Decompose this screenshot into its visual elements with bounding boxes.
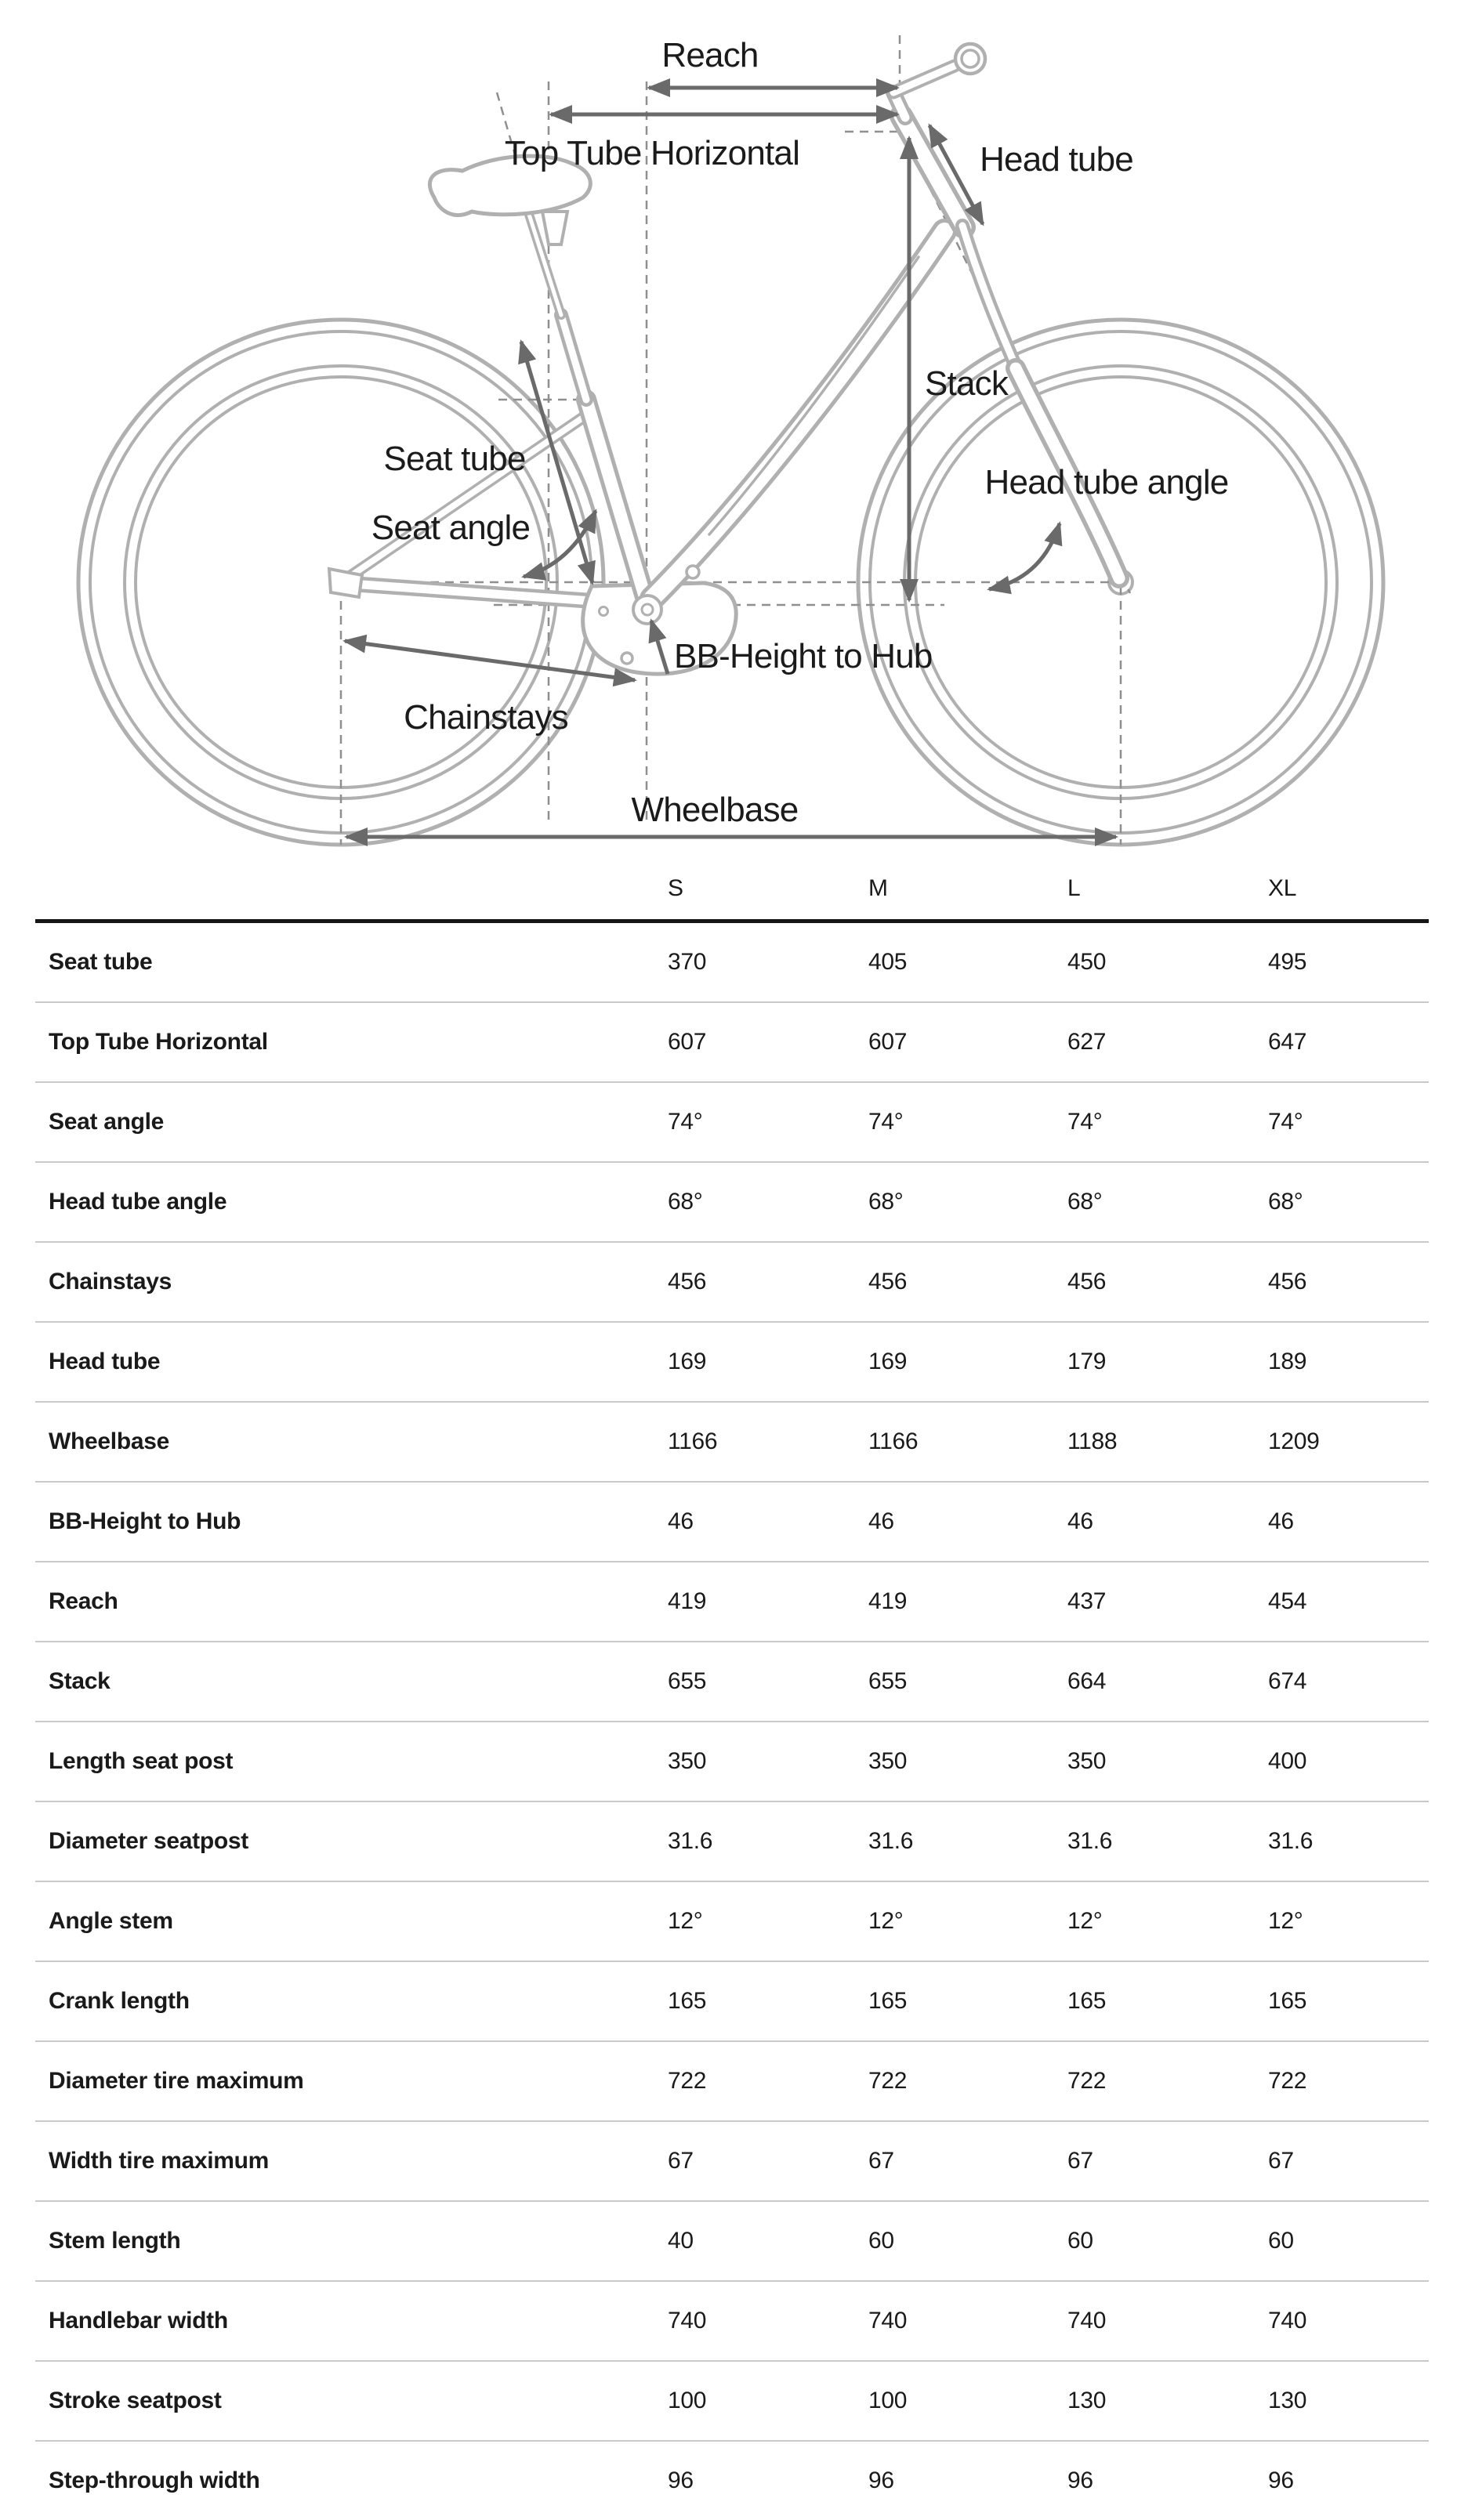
- seat-angle-label: Seat angle: [371, 509, 531, 547]
- row-label: Width tire maximum: [49, 2148, 270, 2174]
- row-label: Step-through width: [49, 2468, 260, 2493]
- cell-value: 1209: [1268, 1428, 1320, 1454]
- row-label: Reach: [49, 1588, 118, 1614]
- cell-value: 100: [868, 2388, 908, 2413]
- cell-value: 607: [868, 1029, 908, 1055]
- cell-value: 495: [1268, 949, 1307, 975]
- table-row: [35, 2442, 1429, 2520]
- cell-value: 96: [868, 2468, 894, 2493]
- row-label: Stem length: [49, 2228, 181, 2254]
- cell-value: 12°: [868, 1908, 904, 1934]
- cell-value: 627: [1067, 1029, 1107, 1055]
- row-label: Angle stem: [49, 1908, 173, 1934]
- table-body: [35, 923, 1429, 2520]
- cell-value: 31.6: [868, 1828, 914, 1854]
- cell-value: 189: [1268, 1349, 1307, 1374]
- cell-value: 96: [668, 2468, 694, 2493]
- cell-value: 31.6: [668, 1828, 713, 1854]
- table-row: [35, 2362, 1429, 2442]
- cell-value: 67: [868, 2148, 894, 2174]
- row-label: Diameter seatpost: [49, 1828, 248, 1854]
- cell-value: 46: [868, 1508, 894, 1534]
- cell-value: 722: [868, 2068, 908, 2094]
- cell-value: 350: [668, 1748, 707, 1774]
- cell-value: 60: [1067, 2228, 1093, 2254]
- cell-value: 96: [1268, 2468, 1294, 2493]
- row-label: Top Tube Horizontal: [49, 1029, 268, 1055]
- cell-value: 12°: [1268, 1908, 1303, 1934]
- cell-value: 68°: [668, 1189, 703, 1215]
- table-row: [35, 1163, 1429, 1243]
- cell-value: 350: [868, 1748, 908, 1774]
- cell-value: 454: [1268, 1588, 1307, 1614]
- row-label: Head tube angle: [49, 1189, 227, 1215]
- cell-value: 74°: [1268, 1109, 1303, 1135]
- cell-value: 437: [1067, 1588, 1107, 1614]
- cell-value: 31.6: [1067, 1828, 1113, 1854]
- top-tube-label: Top Tube Horizontal: [504, 134, 800, 172]
- cell-value: 31.6: [1268, 1828, 1314, 1854]
- cell-value: 350: [1067, 1748, 1107, 1774]
- cell-value: 100: [668, 2388, 707, 2413]
- chainstays-label: Chainstays: [404, 698, 568, 737]
- reach-label: Reach: [661, 36, 759, 74]
- table-row: [35, 1403, 1429, 1483]
- bb-height-label: BB-Height to Hub: [674, 637, 933, 675]
- cell-value: 722: [1067, 2068, 1107, 2094]
- table-row: [35, 1642, 1429, 1722]
- column-header-s: S: [668, 874, 683, 901]
- cell-value: 456: [868, 1269, 908, 1294]
- cell-value: 46: [1268, 1508, 1294, 1534]
- cell-value: 74°: [868, 1109, 904, 1135]
- cell-value: 1166: [668, 1428, 718, 1454]
- cell-value: 1188: [1067, 1428, 1118, 1454]
- table-row: [35, 1722, 1429, 1802]
- cell-value: 130: [1268, 2388, 1307, 2413]
- cell-value: 165: [1067, 1988, 1107, 2014]
- cell-value: 165: [868, 1988, 908, 2014]
- cell-value: 67: [668, 2148, 694, 2174]
- cell-value: 46: [668, 1508, 694, 1534]
- cell-value: 179: [1067, 1349, 1107, 1374]
- cell-value: 68°: [1067, 1189, 1103, 1215]
- cell-value: 456: [668, 1269, 707, 1294]
- cell-value: 722: [668, 2068, 707, 2094]
- cell-value: 370: [668, 949, 707, 975]
- table-row: [35, 1003, 1429, 1083]
- head-tube-label: Head tube: [980, 140, 1133, 179]
- cell-value: 40: [668, 2228, 694, 2254]
- cell-value: 96: [1067, 2468, 1093, 2493]
- cell-value: 165: [1268, 1988, 1307, 2014]
- table-row: [35, 2282, 1429, 2362]
- cell-value: 456: [1067, 1269, 1107, 1294]
- column-header-xl: XL: [1268, 874, 1297, 901]
- table-row: [35, 1562, 1429, 1642]
- cell-value: 68°: [868, 1189, 904, 1215]
- row-label: Head tube: [49, 1349, 161, 1374]
- cell-value: 419: [668, 1588, 707, 1614]
- table-row: [35, 1962, 1429, 2042]
- cell-value: 405: [868, 949, 908, 975]
- row-label: Stroke seatpost: [49, 2388, 222, 2413]
- cell-value: 740: [1268, 2308, 1307, 2334]
- cell-value: 400: [1268, 1748, 1307, 1774]
- table-row: [35, 1802, 1429, 1882]
- geometry-table: [35, 857, 1429, 2520]
- table-row: [35, 2202, 1429, 2282]
- cell-value: 419: [868, 1588, 908, 1614]
- table-row: [35, 1483, 1429, 1562]
- cell-value: 1166: [868, 1428, 919, 1454]
- column-header-m: M: [868, 874, 888, 901]
- row-label: Length seat post: [49, 1748, 234, 1774]
- cell-value: 130: [1067, 2388, 1107, 2413]
- table-row: [35, 923, 1429, 1003]
- row-label: BB-Height to Hub: [49, 1508, 241, 1534]
- cell-value: 12°: [668, 1908, 703, 1934]
- cell-value: 655: [868, 1668, 908, 1694]
- row-label: Crank length: [49, 1988, 190, 2014]
- cell-value: 740: [1067, 2308, 1107, 2334]
- row-label: Wheelbase: [49, 1428, 170, 1454]
- cell-value: 74°: [668, 1109, 703, 1135]
- head-tube-angle-label: Head tube angle: [984, 463, 1229, 501]
- cell-value: 67: [1067, 2148, 1093, 2174]
- cell-value: 655: [668, 1668, 707, 1694]
- cell-value: 740: [668, 2308, 707, 2334]
- cell-value: 456: [1268, 1269, 1307, 1294]
- row-label: Handlebar width: [49, 2308, 228, 2334]
- cell-value: 607: [668, 1029, 707, 1055]
- table-row: [35, 1323, 1429, 1403]
- cell-value: 450: [1067, 949, 1107, 975]
- cell-value: 60: [1268, 2228, 1294, 2254]
- cell-value: 740: [868, 2308, 908, 2334]
- table-row: [35, 2042, 1429, 2122]
- column-header-l: L: [1067, 874, 1081, 901]
- table-row: [35, 2122, 1429, 2202]
- cell-value: 165: [668, 1988, 707, 2014]
- stack-label: Stack: [925, 364, 1009, 403]
- cell-value: 169: [868, 1349, 908, 1374]
- cell-value: 722: [1268, 2068, 1307, 2094]
- cell-value: 647: [1268, 1029, 1307, 1055]
- cell-value: 12°: [1067, 1908, 1103, 1934]
- table-header-row: [35, 857, 1429, 923]
- cell-value: 74°: [1067, 1109, 1103, 1135]
- cell-value: 68°: [1268, 1189, 1303, 1215]
- seat-tube-label: Seat tube: [383, 440, 526, 478]
- table-row: [35, 1882, 1429, 1962]
- head-tube-angle-arc: [989, 523, 1060, 589]
- cell-value: 664: [1067, 1668, 1107, 1694]
- cell-value: 67: [1268, 2148, 1294, 2174]
- cell-value: 169: [668, 1349, 707, 1374]
- row-label: Stack: [49, 1668, 111, 1694]
- row-label: Seat angle: [49, 1109, 165, 1135]
- table-row: [35, 1243, 1429, 1323]
- cell-value: 674: [1268, 1668, 1307, 1694]
- cell-value: 46: [1067, 1508, 1093, 1534]
- row-label: Diameter tire maximum: [49, 2068, 304, 2094]
- bike-geometry-diagram: [0, 0, 1464, 849]
- row-label: Seat tube: [49, 949, 153, 975]
- cell-value: 60: [868, 2228, 894, 2254]
- wheelbase-label: Wheelbase: [631, 791, 799, 829]
- row-label: Chainstays: [49, 1269, 172, 1294]
- table-row: [35, 1083, 1429, 1163]
